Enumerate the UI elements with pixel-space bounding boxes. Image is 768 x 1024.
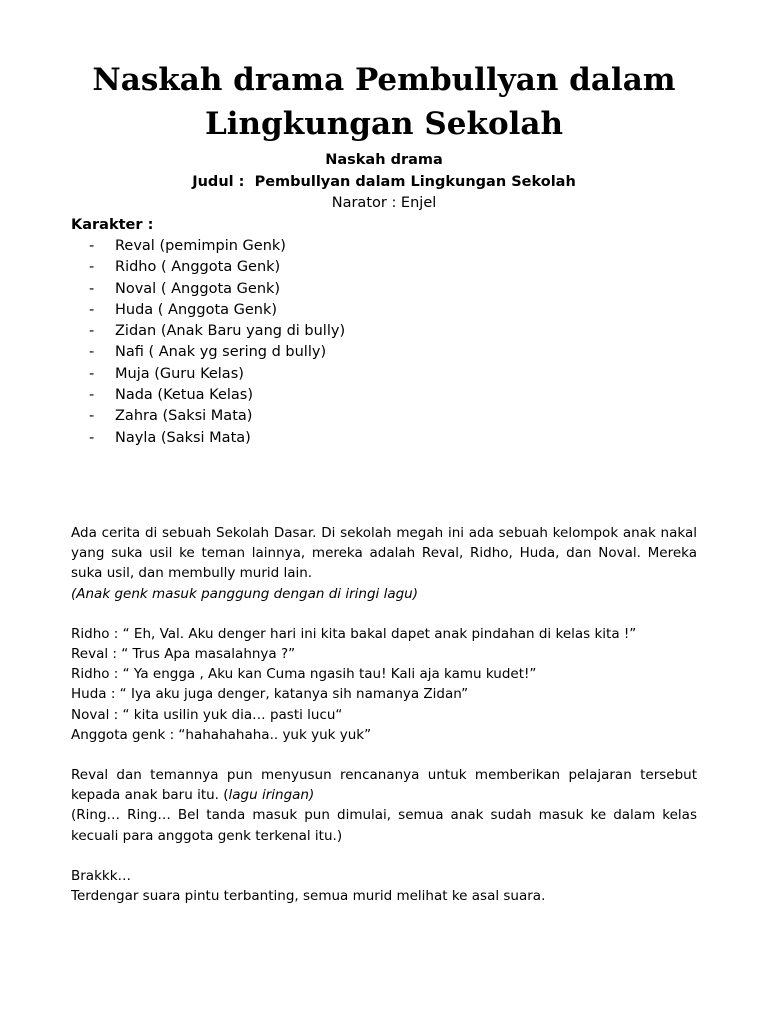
list-item bbox=[89, 342, 697, 363]
dialogue-line: Noval : “ kita usilin yuk dia… pasti lucu“ bbox=[71, 706, 343, 723]
narator-line: Narator : Enjel bbox=[331, 195, 437, 211]
spacer bbox=[71, 604, 697, 624]
bullet-dash: - bbox=[89, 344, 95, 361]
judul-label: Judul : bbox=[192, 173, 245, 190]
character-name: Nafi ( Anak yg sering d bully) bbox=[115, 344, 327, 361]
character-name: Huda ( Anggota Genk) bbox=[115, 301, 278, 318]
list-item bbox=[89, 321, 697, 342]
spacer bbox=[71, 449, 697, 523]
narration-paragraph bbox=[71, 765, 697, 805]
bullet-dash: - bbox=[89, 365, 95, 382]
bullet-dash: - bbox=[89, 408, 95, 425]
character-name: Nada (Ketua Kelas) bbox=[115, 387, 253, 404]
list-item bbox=[89, 428, 697, 449]
list-item bbox=[89, 300, 697, 321]
character-name: Muja (Guru Kelas) bbox=[115, 365, 244, 382]
list-item bbox=[89, 406, 697, 427]
dialogue-line: Ridho : “ Eh, Val. Aku denger hari ini kita bakal dapet anak pindahan di kelas kita !” bbox=[71, 625, 637, 642]
list-item bbox=[89, 257, 697, 278]
judul-value: Pembullyan dalam Lingkungan Sekolah bbox=[254, 173, 576, 190]
bullet-dash: - bbox=[89, 238, 95, 254]
stage-direction-inline: lagu iringan) bbox=[228, 787, 315, 804]
narration-line: Terdengar suara pintu terbanting, semua murid melihat ke asal suara. bbox=[71, 888, 546, 905]
dialogue-line: Reval : “ Trus Apa masalahnya ?” bbox=[71, 645, 296, 662]
document-page bbox=[71, 58, 697, 906]
bullet-dash: - bbox=[89, 280, 95, 297]
dialogue-line: Anggota genk : “hahahahaha.. yuk yuk yuk” bbox=[71, 726, 372, 743]
dialogue-block bbox=[71, 624, 697, 745]
stage-direction: (Anak genk masuk panggung dengan di iringi lagu) bbox=[71, 585, 418, 602]
list-item bbox=[89, 385, 697, 406]
dialogue-line: Ridho : “ Ya engga , Aku kan Cuma ngasih tau! Kali aja kamu kudet!” bbox=[71, 666, 537, 683]
bullet-dash: - bbox=[89, 323, 95, 340]
bullet-dash: - bbox=[89, 301, 95, 318]
list-item bbox=[89, 364, 697, 385]
character-name: Ridho ( Anggota Genk) bbox=[115, 259, 281, 276]
subheading: Naskah drama bbox=[325, 152, 443, 168]
character-name: Reval (pemimpin Genk) bbox=[115, 238, 286, 254]
spacer bbox=[71, 846, 697, 866]
list-item bbox=[89, 236, 697, 257]
narration-text: Reval dan temannya pun menyusun rencananya untuk memberikan pelajaran tersebut kepada anak baru itu. ( bbox=[71, 767, 697, 804]
bullet-dash: - bbox=[89, 429, 95, 446]
character-name: Zidan (Anak Baru yang di bully) bbox=[115, 323, 346, 340]
judul-line bbox=[71, 172, 697, 194]
intro-paragraph: Ada cerita di sebuah Sekolah Dasar. Di sekolah megah ini ada sebuah kelompok anak nakal yang suka usil ke teman lainnya, mereka adalah Reval, Ridho, Huda, dan Noval. Mereka suka usil, dan membully murid lain. bbox=[71, 524, 697, 582]
list-item bbox=[89, 279, 697, 300]
document-title: Naskah drama Pembullyan dalam Lingkungan Sekolah bbox=[92, 62, 676, 142]
bullet-dash: - bbox=[89, 259, 95, 276]
sound-effect: Brakkk… bbox=[71, 867, 132, 884]
character-name: Zahra (Saksi Mata) bbox=[115, 408, 253, 425]
karakter-heading: Karakter : bbox=[71, 216, 154, 233]
spacer bbox=[71, 745, 697, 765]
character-name: Nayla (Saksi Mata) bbox=[115, 429, 251, 446]
dialogue-line: Huda : “ Iya aku juga denger, katanya sih namanya Zidan” bbox=[71, 686, 469, 703]
bullet-dash: - bbox=[89, 387, 95, 404]
bell-paragraph: (Ring… Ring… Bel tanda masuk pun dimulai, semua anak sudah masuk ke dalam kelas kecuali para anggota genk terkenal itu.) bbox=[71, 807, 697, 844]
character-list bbox=[71, 236, 697, 449]
character-name: Noval ( Anggota Genk) bbox=[115, 280, 281, 297]
